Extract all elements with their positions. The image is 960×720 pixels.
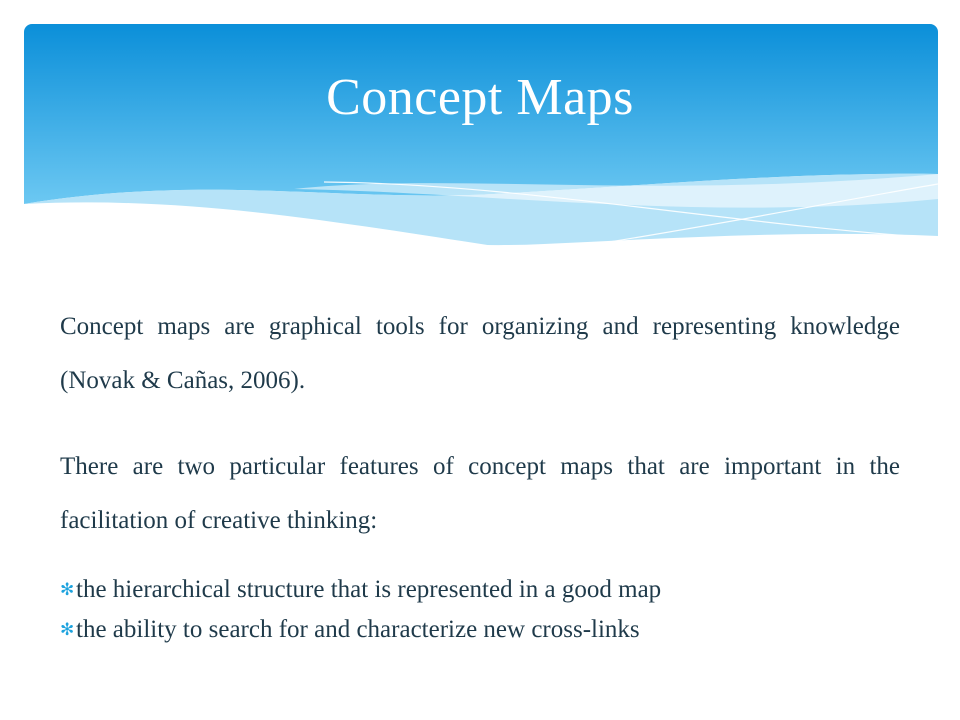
list-item xyxy=(60,610,920,650)
list-item xyxy=(60,570,920,610)
asterisk-icon: ✻ xyxy=(60,620,75,640)
intro-paragraph: Concept maps are graphical tools for organizing and representing knowledge (Novak & Cañas, 2006). xyxy=(60,313,900,394)
title-banner xyxy=(24,24,938,274)
slide-title: Concept Maps xyxy=(326,69,634,126)
features-list xyxy=(60,570,920,650)
list-item-text: the hierarchical structure that is represented in a good map xyxy=(76,576,662,603)
wave-banner-graphic xyxy=(24,24,938,274)
list-item-text: the ability to search for and characterize new cross-links xyxy=(76,616,640,643)
asterisk-icon: ✻ xyxy=(60,580,75,600)
features-paragraph: There are two particular features of concept maps that are important in the facilitation of creative thinking: xyxy=(60,453,900,534)
